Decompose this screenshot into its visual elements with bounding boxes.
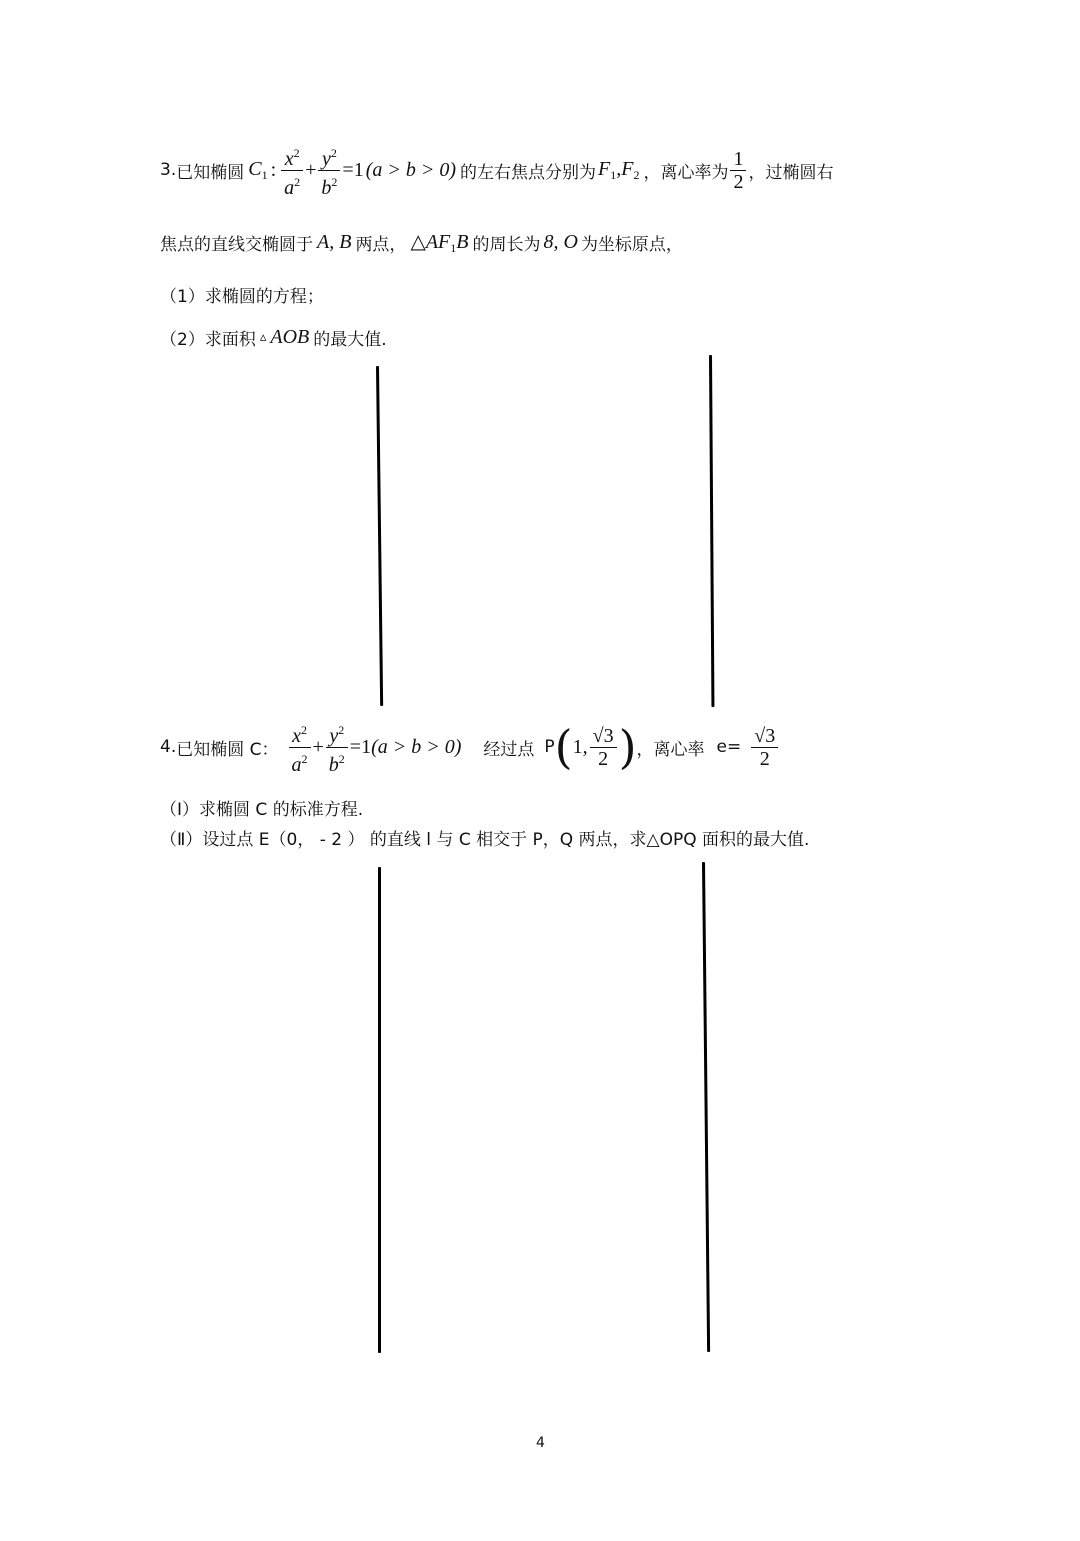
plus-sign: + <box>305 158 317 181</box>
point-p-label: P <box>544 737 555 757</box>
problem4-text-c: ，离心率 <box>636 739 705 760</box>
foci: $F_1,F_2$ <box>598 157 640 182</box>
condition-p4: (a > b > 0) <box>371 735 462 758</box>
problem4-text-b: 经过点 <box>483 739 535 760</box>
problem3-text-e: 焦点的直线交椭圆于 <box>160 234 313 255</box>
problem3-text-f: 两点， <box>355 234 407 255</box>
point-x: 1, <box>572 735 588 758</box>
answer-divider-right-4 <box>702 862 710 1352</box>
fraction-x2-a2-p4: $\frac{x^2}{a^2}$ <box>289 719 311 776</box>
fraction-y2-b2: $\frac{y^2}{b^2}$ <box>318 142 340 199</box>
triangle-af1b: $\triangle AF_1B$ <box>410 230 469 255</box>
condition: (a > b > 0) <box>365 158 457 181</box>
problem3-question1: （1）求椭圆的方程； <box>160 287 324 307</box>
problem3-line2 <box>160 228 683 256</box>
close-paren: ) <box>618 720 637 774</box>
problem3-question2 <box>160 323 387 351</box>
open-paren: ( <box>554 720 573 774</box>
problem3-q2-text-b: 的最大值. <box>313 329 387 350</box>
fraction-y2-b2-p4: $\frac{y^2}{b^2}$ <box>326 719 348 776</box>
problem3-text-c: ，离心率为 <box>643 162 729 183</box>
problem4-question2: （Ⅱ）设过点 E（0， - 2 ） 的直线 l 与 C 相交于 P，Q 两点，求△OPQ 面积的最大值. <box>160 830 810 850</box>
eccentricity-fraction-p4: $\frac{√3}{2}$ <box>751 725 778 770</box>
triangle-aob: AOB <box>270 325 310 348</box>
equals-one: =1 <box>342 158 364 181</box>
problem3-text-a: 已知椭圆 <box>176 162 245 183</box>
problem4-text-a: 已知椭圆 C： <box>176 739 279 760</box>
triangle-symbol: ▵ <box>259 329 267 344</box>
answer-divider-left-4 <box>378 867 381 1353</box>
problem3-line1 <box>160 145 834 199</box>
curve-name: $C_1$ <box>248 157 268 182</box>
problem4-number: 4. <box>160 737 177 757</box>
problem4-question1: （Ⅰ）求椭圆 C 的标准方程. <box>160 800 364 820</box>
eccentricity-fraction: $\frac{1}{2}$ <box>730 148 746 193</box>
page-number: 4 <box>536 1435 545 1451</box>
plus-sign-p4: + <box>312 735 324 758</box>
problem3-text-h: 为坐标原点， <box>580 234 683 255</box>
problem3-text-g: 的周长为 <box>472 234 541 255</box>
problem3-text-d: ，过椭圆右 <box>748 162 834 183</box>
problem3-q2-text-a: （2）求面积 <box>160 329 256 350</box>
point-y-fraction: $\frac{√3}{2}$ <box>590 725 617 770</box>
problem3-text-b: 的左右焦点分别为 <box>460 162 597 183</box>
colon: : <box>270 158 277 181</box>
points-ab: A, B <box>317 230 352 253</box>
equals-one-p4: =1 <box>349 735 372 758</box>
problem4-line1 <box>160 715 780 779</box>
problem3-number: 3. <box>160 160 177 180</box>
perimeter-value: 8, O <box>543 230 578 253</box>
eccentricity-label: e= <box>716 737 742 757</box>
answer-divider-left-3 <box>376 366 383 706</box>
fraction-x2-a2: $\frac{x^2}{a^2}$ <box>281 142 303 199</box>
answer-divider-right-3 <box>709 355 714 707</box>
